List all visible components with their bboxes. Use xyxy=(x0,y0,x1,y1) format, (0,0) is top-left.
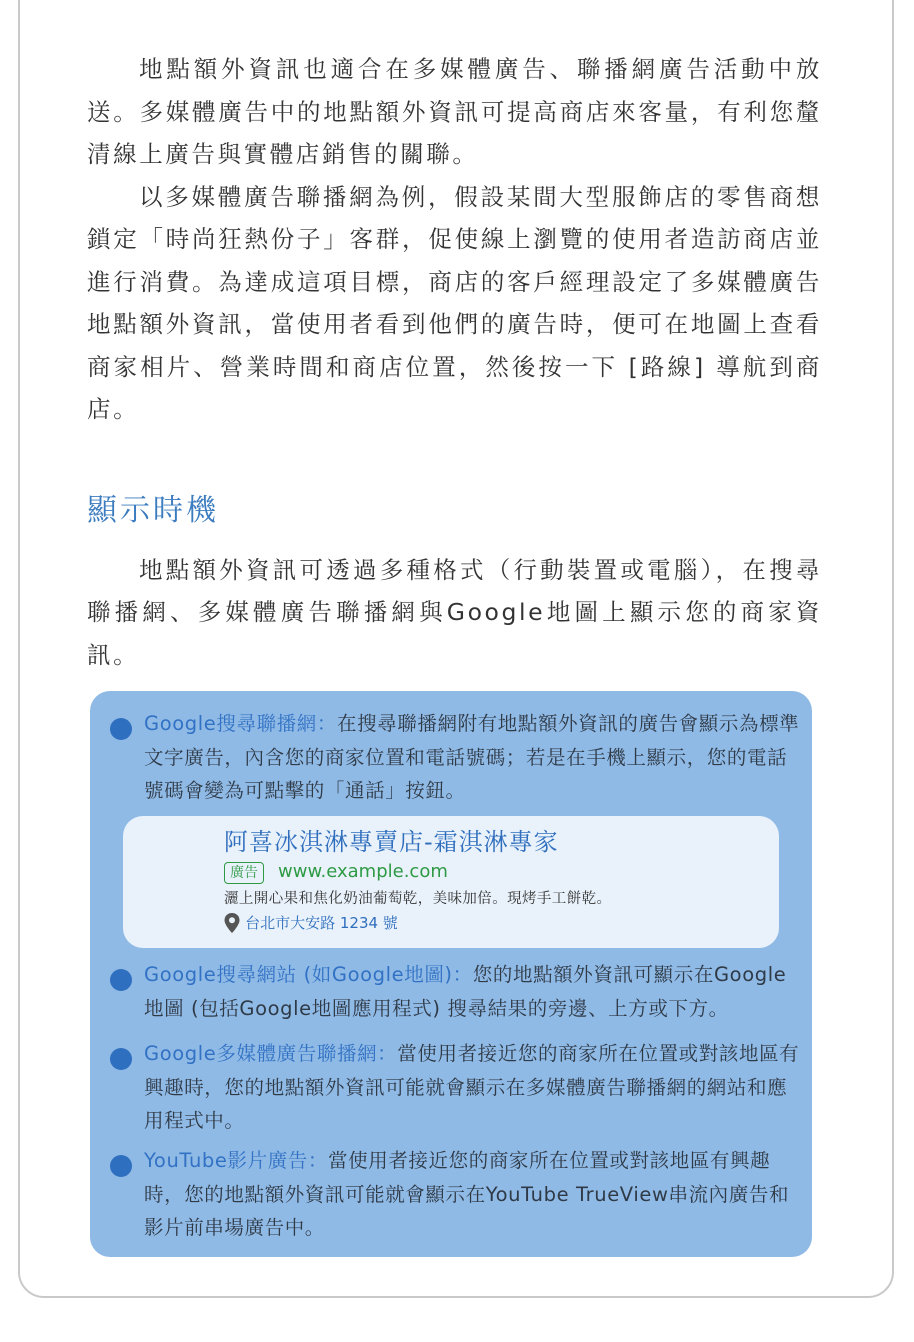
intro-paragraph-2: 以多媒體廣告聯播網為例，假設某間大型服飾店的零售商想鎖定「時尚狂熱份子」客群，促使線上瀏覽的使用者造訪商店並進行消費。為達成這項目標，商店的客戶經理設定了多媒體廣告地點額外資訊，當使用者看到他們的廣告時，便可在地圖上查看商家相片、營業時間和商店位置，然後按一下 [路線] 導航到商店。 xyxy=(87,182,822,423)
bullet-dot xyxy=(110,969,132,991)
bullet-colon: ： xyxy=(377,1042,398,1065)
section-heading: 顯示時機 xyxy=(87,492,219,528)
bullet-body: 您的地點額外資訊可顯示在Google地圖 (包括Google地圖應用程式) 搜尋結果的旁邊、上方或下方。 xyxy=(144,963,787,1020)
ad-badge: 廣告 xyxy=(224,862,264,884)
bullet-title: Google多媒體廣告聯播網 xyxy=(144,1042,378,1065)
section-paragraph: 地點額外資訊可透過多種格式（行動裝置或電腦），在搜尋聯播網、多媒體廣告聯播網與Google地圖上顯示您的商家資訊。 xyxy=(87,555,822,669)
info-box xyxy=(90,691,812,1257)
bullet-dot xyxy=(110,1048,132,1070)
bullet-item-search-sites xyxy=(110,958,800,1025)
ad-address: 台北市大安路 1234 號 xyxy=(245,913,398,932)
bullet-dot xyxy=(110,1155,132,1177)
intro-paragraph-1: 地點額外資訊也適合在多媒體廣告、聯播網廣告活動中放送。多媒體廣告中的地點額外資訊可提高商店來客量，有利您釐清線上廣告與實體店銷售的關聯。 xyxy=(87,55,822,168)
bullet-item-display-network xyxy=(110,1037,800,1138)
ad-title[interactable]: 阿喜冰淇淋專賣店-霜淇淋專家 xyxy=(224,828,559,856)
bullet-colon: ： xyxy=(316,712,337,735)
article-content xyxy=(87,48,822,676)
bullet-item-search-network xyxy=(110,707,800,808)
bullet-title: Google搜尋網站 (如Google地圖) xyxy=(144,963,453,986)
ad-preview-card xyxy=(123,816,779,948)
bullet-dot xyxy=(110,718,132,740)
map-pin-icon xyxy=(224,913,240,933)
bullet-body: 在搜尋聯播網附有地點額外資訊的廣告會顯示為標準文字廣告，內含您的商家位置和電話號碼；若是在手機上顯示，您的電話號碼會變為可點擊的「通話」按鈕。 xyxy=(144,712,800,802)
bullet-colon: ： xyxy=(307,1149,329,1172)
ad-address-row[interactable] xyxy=(224,912,398,934)
bullet-body: 當使用者接近您的商家所在位置或對該地區有興趣時，您的地點額外資訊可能就會顯示在YouTube TrueView串流內廣告和影片前串場廣告中。 xyxy=(144,1149,790,1239)
bullet-item-youtube xyxy=(110,1144,800,1245)
ad-url[interactable]: www.example.com xyxy=(278,861,448,882)
bullet-body: 當使用者接近您的商家所在位置或對該地區有興趣時，您的地點額外資訊可能就會顯示在多媒體廣告聯播網的網站和應用程式中。 xyxy=(144,1042,800,1132)
bullet-title: Google搜尋聯播網 xyxy=(144,712,317,735)
bullet-colon: ： xyxy=(452,963,473,986)
ad-description: 灑上開心果和焦化奶油葡萄乾，美味加倍。現烤手工餅乾。 xyxy=(224,891,612,907)
bullet-title: YouTube影片廣告 xyxy=(144,1149,308,1172)
